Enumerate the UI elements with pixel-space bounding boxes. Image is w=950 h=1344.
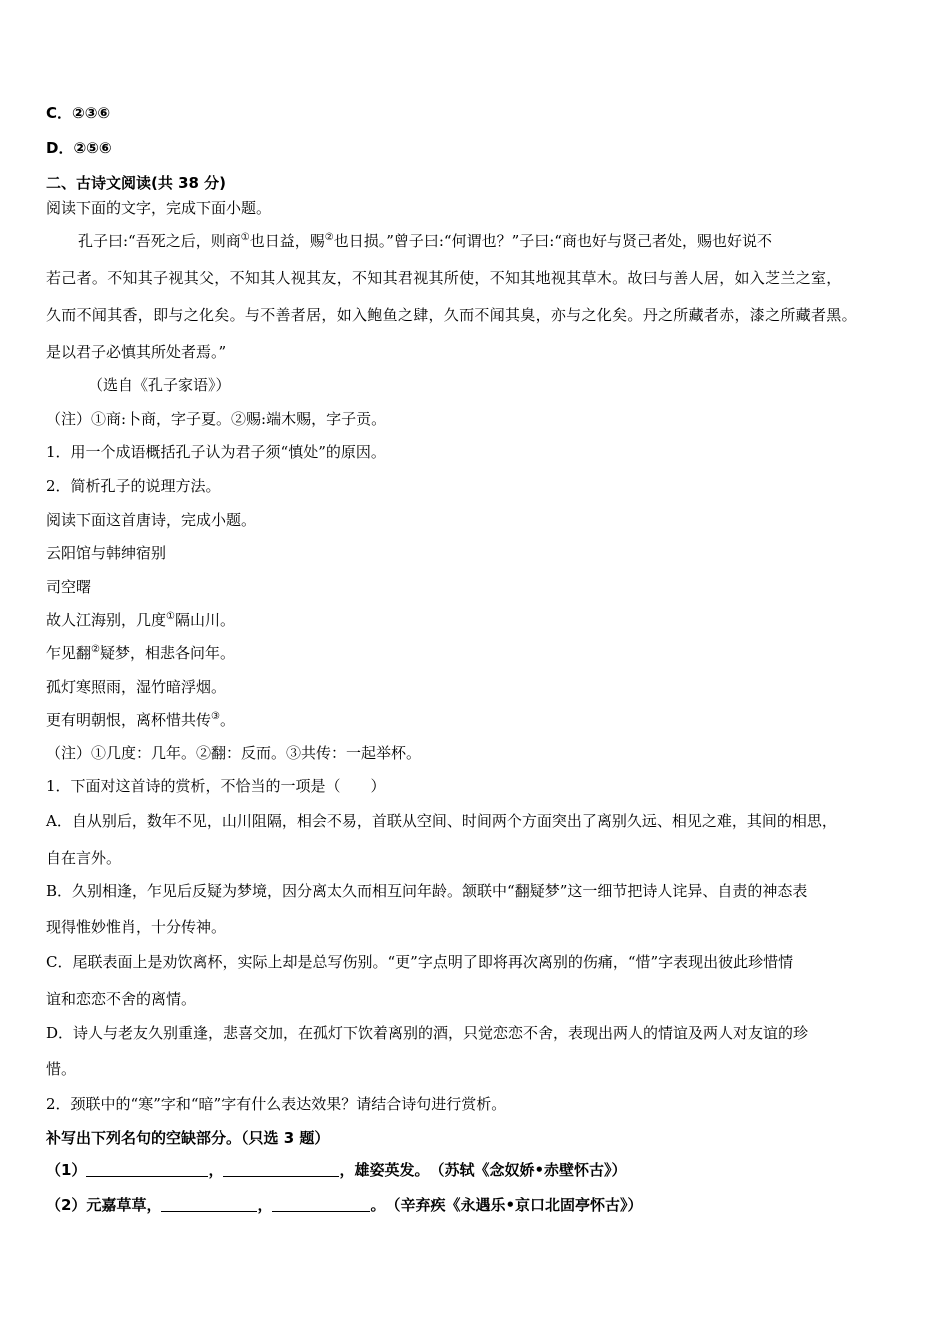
fill-blank[interactable] [272,1197,370,1212]
option-c: C．②③⑥ [46,104,111,122]
fill-item-1: （1） ， ，雄姿英发。 （苏轼《念奴娇•赤壁怀古》） [46,1161,627,1179]
poem-question-1: 1．下面对这首诗的赏析，不恰当的一项是（ ） [46,777,386,795]
poem-title: 云阳馆与韩绅宿别 [46,544,167,562]
passage-source: （选自《孔子家语》） [88,376,231,394]
poem-note: （注）①几度：几年。②翻：反而。③共传：一起举杯。 [46,744,422,762]
poem-line-3: 孤灯寒照雨，湿竹暗浮烟。 [46,678,227,696]
choice-b-line-2: 现得惟妙惟肖，十分传神。 [46,918,227,936]
section-intro: 阅读下面的文字，完成下面小题。 [46,199,272,217]
poem-line-4: 更有明朝恨，离杯惜共传③。 [46,711,235,729]
poem-line-1: 故人江海别，几度①隔山川。 [46,611,235,629]
passage-note: （注）①商:卜商，字子夏。②赐:端木赐，字子贡。 [46,410,387,428]
question-2: 2．简析孔子的说理方法。 [46,477,221,495]
fill-title: 补写出下列名句的空缺部分。（只选 3 题） [46,1129,330,1147]
poem-line-2: 乍见翻②疑梦，相悲各问年。 [46,644,235,662]
choice-d-line-1: D．诗人与老友久别重逢，悲喜交加，在孤灯下饮着离别的酒，只觉恋恋不舍，表现出两人的情谊及两人对友谊的珍 [46,1024,809,1042]
poem-intro: 阅读下面这首唐诗，完成小题。 [46,511,257,529]
passage-line-3: 久而不闻其香，即与之化矣。与不善者居，如入鲍鱼之肆，久而不闻其臭，亦与之化矣。丹之所藏者赤，漆之所藏者黑。 [46,306,857,324]
fill-blank[interactable] [223,1162,339,1177]
poem-question-2: 2．颈联中的“寒”字和“暗”字有什么表达效果？请结合诗句进行赏析。 [46,1095,507,1113]
question-1: 1．用一个成语概括孔子认为君子须“慎处”的原因。 [46,443,386,461]
choice-a-line-2: 自在言外。 [46,849,122,867]
poem-author: 司空曙 [46,578,92,596]
choice-c-line-2: 谊和恋恋不舍的离情。 [46,990,197,1008]
choice-b-line-1: B．久别相逢，乍见后反疑为梦境，因分离太久而相互问年龄。颔联中“翻疑梦”这一细节把诗人诧异、自责的神态表 [46,882,808,900]
passage-line-1: 孔子曰:“吾死之后，则商①也日益，赐②也日损。”曾子曰:“何谓也？”子曰:“商也好与贤己者处，赐也好说不 [78,232,772,250]
choice-d-line-2: 惜。 [46,1060,77,1078]
choice-a-line-1: A．自从别后，数年不见，山川阻隔，相会不易，首联从空间、时间两个方面突出了离别久远、相见之难，其间的相思， [46,812,837,830]
passage-line-4: 是以君子必慎其所处者焉。” [46,343,227,361]
choice-c-line-1: C．尾联表面上是劝饮离杯，实际上却是总写伤别。“更”字点明了即将再次离别的伤痛，“惜”字表现出彼此珍惜情 [46,953,794,971]
fill-blank[interactable] [161,1197,257,1212]
passage-line-2: 若己者。不知其子视其父，不知其人视其友，不知其君视其所使，不知其地视其草木。故曰与善人居，如入芝兰之室， [46,269,842,287]
option-d: D．②⑤⑥ [46,139,112,157]
fill-blank[interactable] [86,1162,208,1177]
fill-item-2: （2）元嘉草草， ， 。 （辛弃疾《永遇乐•京口北固亭怀古》） [46,1196,643,1214]
section-title: 二、古诗文阅读(共 38 分) [46,174,227,192]
